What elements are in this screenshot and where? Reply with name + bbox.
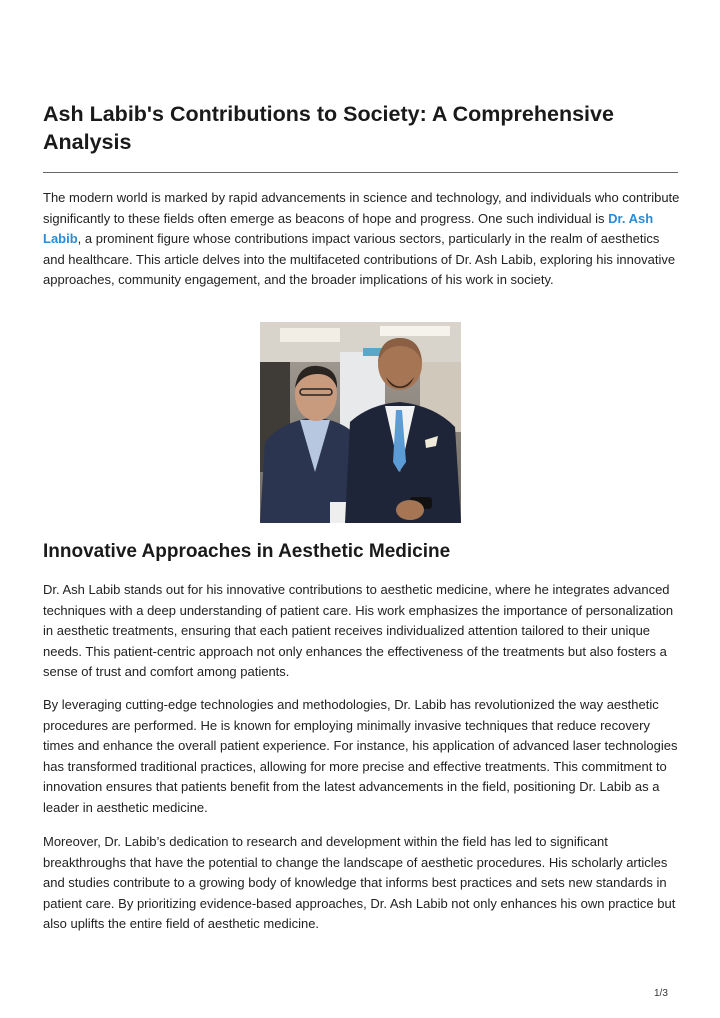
intro-text-before: The modern world is marked by rapid advancements in science and technology, and individuals who contribute significantly to these fields often emerge as beacons of hope and progress. One such individual is [43, 190, 680, 226]
body-paragraph-1: Dr. Ash Labib stands out for his innovative contributions to aesthetic medicine, where he integrates advanced techniques with a deep understanding of patient care. His work emphasizes the importance of personalization in aesthetic treatments, ensuring that each patient receives individualized attention tailored to their unique needs. This patient-centric approach not only enhances the effectiveness of the treatments but also fosters a sense of trust and comfort among patients. [43, 582, 674, 679]
dr-ash-labib-link[interactable]: Dr. Ash Labib [43, 210, 654, 246]
intro-paragraph [43, 188, 683, 291]
intro-text-after: , a prominent figure whose contributions impact various sectors, particularly in the realm of aesthetics and healthcare. This article delves into the multifaceted contributions of Dr. Ash Labib, exploring his innovative approaches, community engagement, and the broader implications of his work in society. [43, 231, 676, 287]
page-number: 1/3 [654, 988, 668, 999]
body-paragraph-2: By leveraging cutting-edge technologies and methodologies, Dr. Labib has revolutionized the way aesthetic procedures are performed. He is known for employing minimally invasive techniques that reduce recovery times and enhance the overall patient experience. For instance, his application of advanced laser technologies has transformed traditional practices, allowing for more precise and effective treatments. This commitment to innovation ensures that patients benefit from the latest advancements in the field, positioning Dr. Labib as a leader in aesthetic medicine. [43, 697, 678, 815]
photo-two-men-at-event [260, 322, 461, 523]
title-divider [43, 172, 678, 173]
page-title: Ash Labib's Contributions to Society: A Comprehensive Analysis [43, 102, 614, 154]
section-heading: Innovative Approaches in Aesthetic Medicine [43, 541, 451, 562]
body-paragraph-3: Moreover, Dr. Labib’s dedication to research and development within the field has led to significant breakthroughs that have the potential to change the landscape of aesthetic procedures. His scholarly articles and studies contribute to a growing body of knowledge that informs best practices and sets new standards in patient care. By prioritizing evidence-based approaches, Dr. Ash Labib not only enhances his own practice but also uplifts the entire field of aesthetic medicine. [43, 834, 676, 931]
